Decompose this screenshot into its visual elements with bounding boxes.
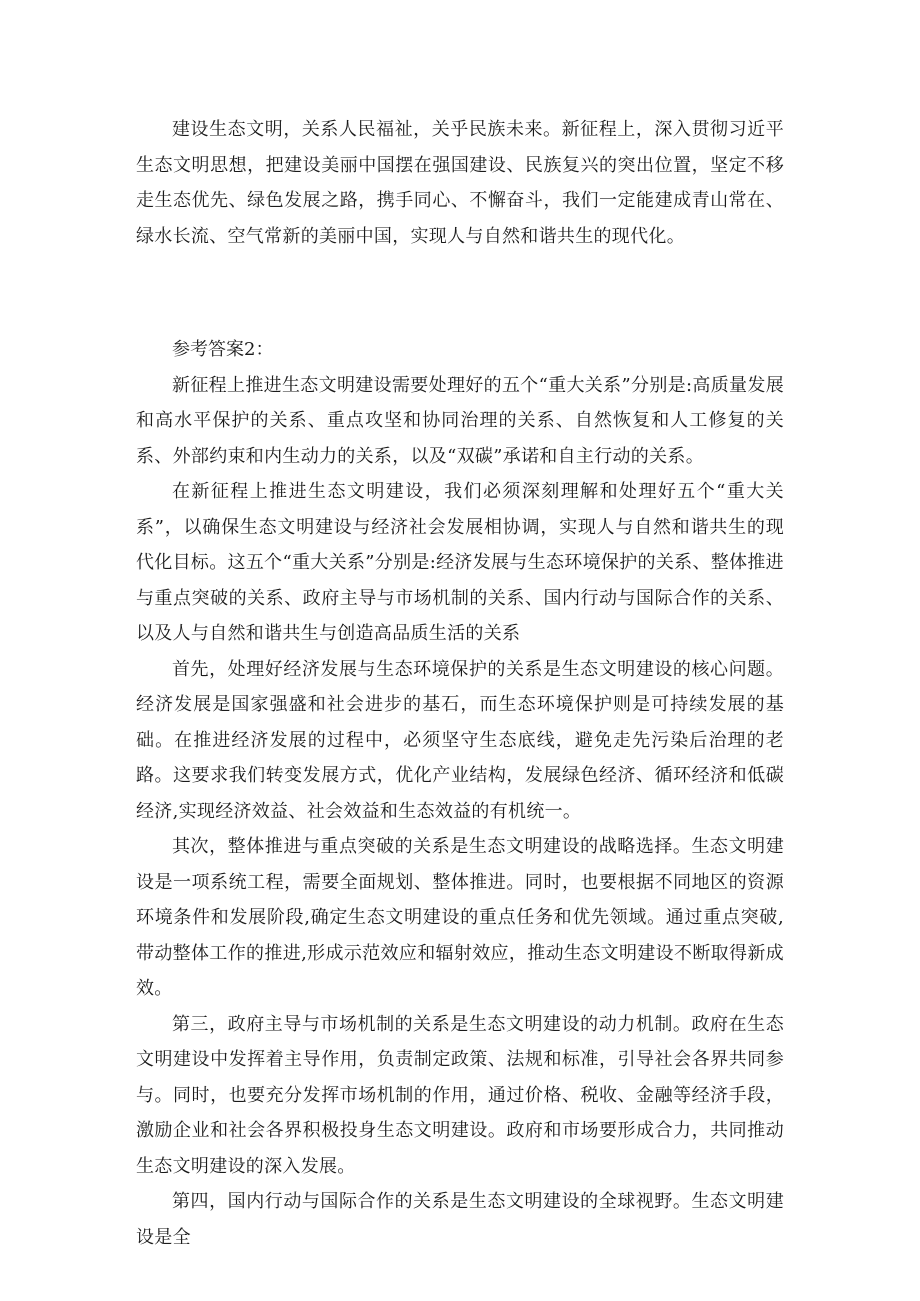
document-body bbox=[136, 112, 784, 1255]
paragraph-third: 第三，政府主导与市场机制的关系是生态文明建设的动力机制。政府在生态文明建设中发挥着主导作用，负责制定政策、法规和标准，引导社会各界共同参与。同时，也要充分发挥市场机制的作用，通过价格、税收、金融等经济手段，激励企业和社会各界积极投身生态文明建设。政府和市场要形成合力，共同推动生态文明建设的深入发展。 bbox=[136, 1013, 784, 1177]
paragraph-summary: 新征程上推进生态文明建设需要处理好的五个“重大关系”分别是:高质量发展和高水平保护的关系、重点攻坚和协同治理的关系、自然恢复和人工修复的关系、外部约束和内生动力的关系，以及“双碳”承诺和自主行动的关系。 bbox=[136, 374, 784, 467]
paragraph-fourth: 第四，国内行动与国际合作的关系是生态文明建设的全球视野。生态文明建设是全 bbox=[136, 1191, 784, 1248]
paragraph-first: 首先，处理好经济发展与生态环境保护的关系是生态文明建设的核心问题。经济发展是国家强盛和社会进步的基石，而生态环境保护则是可持续发展的基础。在推进经济发展的过程中，必须坚守生态底线，避免走先污染后治理的老路。这要求我们转变发展方式，优化产业结构，发展绿色经济、循环经济和低碳经济,实现经济效益、社会效益和生态效益的有机统一。 bbox=[136, 658, 784, 822]
paragraph-intro: 建设生态文明，关系人民福祉，关乎民族未来。新征程上，深入贯彻习近平生态文明思想，把建设美丽中国摆在强国建设、民族复兴的突出位置，坚定不移走生态优先、绿色发展之路，携手同心、不懈奋斗，我们一定能建成青山常在、绿水长流、空气常新的美丽中国，实现人与自然和谐共生的现代化。 bbox=[136, 119, 784, 247]
paragraph-overview: 在新征程上推进生态文明建设，我们必须深刻理解和处理好五个“重大关系”，以确保生态文明建设与经济社会发展相协调，实现人与自然和谐共生的现代化目标。这五个“重大关系”分别是:经济发展与生态环境保护的关系、整体推进与重点突破的关系、政府主导与市场机制的关系、国内行动与国际合作的关系、以及人与自然和谐共生与创造高品质生活的关系 bbox=[136, 481, 784, 644]
section-gap bbox=[136, 254, 784, 332]
answer-heading: 参考答案2： bbox=[172, 339, 274, 360]
paragraph-second: 其次，整体推进与重点突破的关系是生态文明建设的战略选择。生态文明建设是一项系统工程，需要全面规划、整体推进。同时，也要根据不同地区的资源环境条件和发展阶段,确定生态文明建设的重点任务和优先领域。通过重点突破,带动整体工作的推进,形成示范效应和辐射效应，推动生态文明建设不断取得新成效。 bbox=[136, 836, 784, 999]
